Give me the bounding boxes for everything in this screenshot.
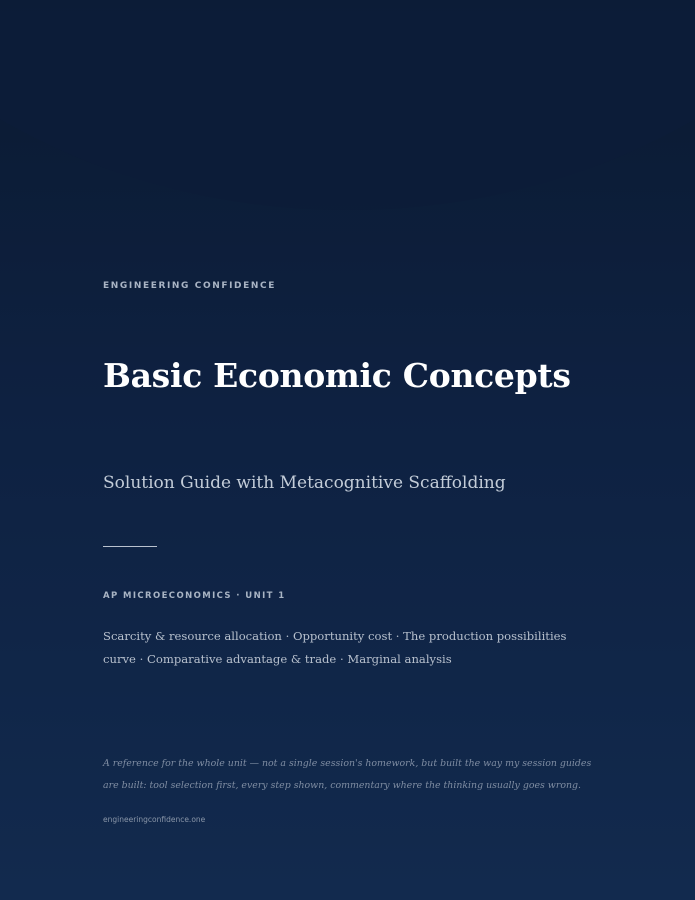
reference-note: A reference for the whole unit — not a single session's homework, but built the way my session guides are built: tool selection first, every step shown, commentary where the thinking usually goes wrong. (103, 758, 592, 791)
brand-label: ENGINEERING CONFIDENCE (103, 281, 276, 291)
page-title: Basic Economic Concepts (103, 356, 571, 395)
website-url: engineeringconfidence.one (103, 815, 206, 824)
course-label: AP MICROECONOMICS · UNIT 1 (103, 591, 286, 601)
page-subtitle: Solution Guide with Metacognitive Scaffolding (103, 473, 506, 493)
divider-rule (103, 546, 157, 547)
background-arc (0, 0, 695, 210)
topic-list: Scarcity & resource allocation · Opportunity cost · The production possibilities curve · Comparative advantage & trade · Marginal analysis (103, 629, 567, 666)
